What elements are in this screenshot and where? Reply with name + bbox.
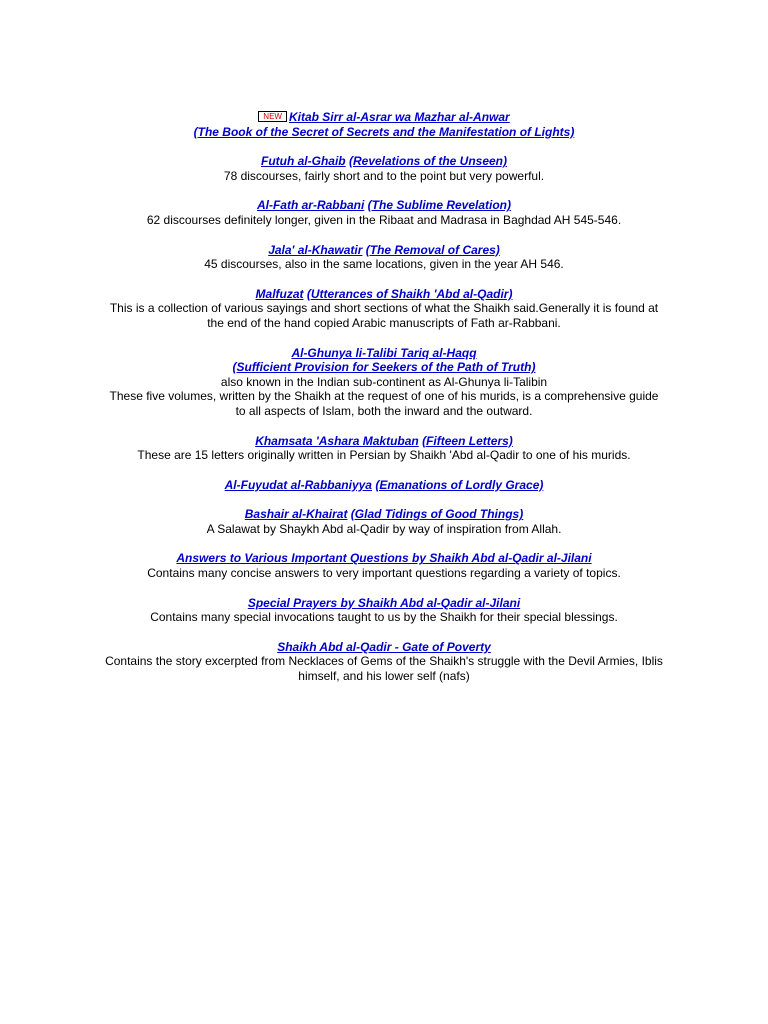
book-entry [0, 507, 768, 536]
book-title-line [0, 478, 768, 493]
book-description: 45 discourses, also in the same locations, given in the year AH 546. [204, 257, 564, 272]
book-subtitle-link[interactable]: (The Book of the Secret of Secrets and the Manifestation of Lights) [193, 124, 575, 139]
book-translation-link[interactable]: (Revelations of the Unseen) [348, 154, 508, 169]
book-entry [0, 243, 768, 272]
book-translation-link[interactable]: (Utterances of Shaikh 'Abd al-Qadir) [306, 286, 513, 301]
book-entry [0, 434, 768, 463]
book-title-line [0, 507, 768, 522]
book-description: also known in the Indian sub-continent as Al-Ghunya li-Talibin [220, 374, 548, 389]
book-entry [0, 551, 768, 580]
book-title-link[interactable]: Al-Fath ar-Rabbani [256, 198, 365, 213]
book-description: These five volumes, written by the Shaikh at the request of one of his murids, is a comprehensive guide [109, 389, 659, 404]
book-title-line [0, 243, 768, 258]
book-translation-link[interactable]: (Emanations of Lordly Grace) [375, 477, 544, 492]
book-description: 78 discourses, fairly short and to the point but very powerful. [223, 168, 545, 183]
book-title-line [0, 198, 768, 213]
book-list [0, 110, 768, 699]
book-description: A Salawat by Shaykh Abd al-Qadir by way of inspiration from Allah. [206, 521, 562, 536]
book-subtitle-link[interactable]: (Sufficient Provision for Seekers of the Path of Truth) [232, 360, 536, 375]
book-description: 62 discourses definitely longer, given in the Ribaat and Madrasa in Baghdad AH 545-546. [146, 212, 622, 227]
book-title-line [0, 434, 768, 449]
book-title-link[interactable]: Special Prayers by Shaikh Abd al-Qadir al-Jilani [247, 595, 521, 610]
book-translation-link[interactable]: (The Removal of Cares) [365, 242, 500, 257]
book-entry [0, 596, 768, 625]
book-title-link[interactable]: Answers to Various Important Questions by Shaikh Abd al-Qadir al-Jilani [176, 551, 592, 566]
book-description: the end of the hand copied Arabic manuscripts of Fath ar-Rabbani. [207, 315, 561, 330]
book-entry [0, 110, 768, 139]
book-entry [0, 478, 768, 493]
book-entry [0, 287, 768, 331]
book-title-link[interactable]: Bashair al-Khairat [244, 507, 348, 522]
book-title-link[interactable]: Futuh al-Ghaib [260, 154, 346, 169]
book-title-line [0, 154, 768, 169]
book-entry [0, 154, 768, 183]
book-description: This is a collection of various sayings and short sections of what the Shaikh said.Generally it is found at [109, 301, 659, 316]
book-title-line [0, 287, 768, 302]
book-description: himself, and his lower self (nafs) [298, 669, 470, 684]
book-title-line [0, 110, 768, 125]
book-translation-link[interactable]: (Glad Tidings of Good Things) [350, 507, 524, 522]
book-description: These are 15 letters originally written in Persian by Shaikh 'Abd al-Qadir to one of his murids. [137, 448, 631, 463]
book-description: Contains the story excerpted from Necklaces of Gems of the Shaikh's struggle with the Devil Armies, Iblis [105, 654, 663, 669]
book-description: to all aspects of Islam, both the inward and the outward. [235, 403, 533, 418]
book-entry [0, 640, 768, 684]
book-title-link[interactable]: Shaikh Abd al-Qadir - Gate of Poverty [277, 639, 491, 654]
book-entry [0, 346, 768, 419]
new-badge: NEW [258, 111, 287, 122]
book-title-link[interactable]: Al-Fuyudat al-Rabbaniyya [224, 477, 372, 492]
book-title-link[interactable]: Kitab Sirr al-Asrar wa Mazhar al-Anwar [288, 110, 510, 124]
book-description: Contains many concise answers to very important questions regarding a variety of topics. [147, 566, 621, 581]
book-description: Contains many special invocations taught to us by the Shaikh for their special blessings. [150, 610, 618, 625]
book-translation-link[interactable]: (Fifteen Letters) [422, 433, 513, 448]
book-title-link[interactable]: Malfuzat [255, 286, 304, 301]
book-title-link[interactable]: Al-Ghunya li-Talibi Tariq al-Haqq [291, 345, 477, 360]
book-entry [0, 198, 768, 227]
book-title-link[interactable]: Khamsata 'Ashara Maktuban [255, 433, 419, 448]
book-title-link[interactable]: Jala' al-Khawatir [268, 242, 363, 257]
book-translation-link[interactable]: (The Sublime Revelation) [367, 198, 512, 213]
